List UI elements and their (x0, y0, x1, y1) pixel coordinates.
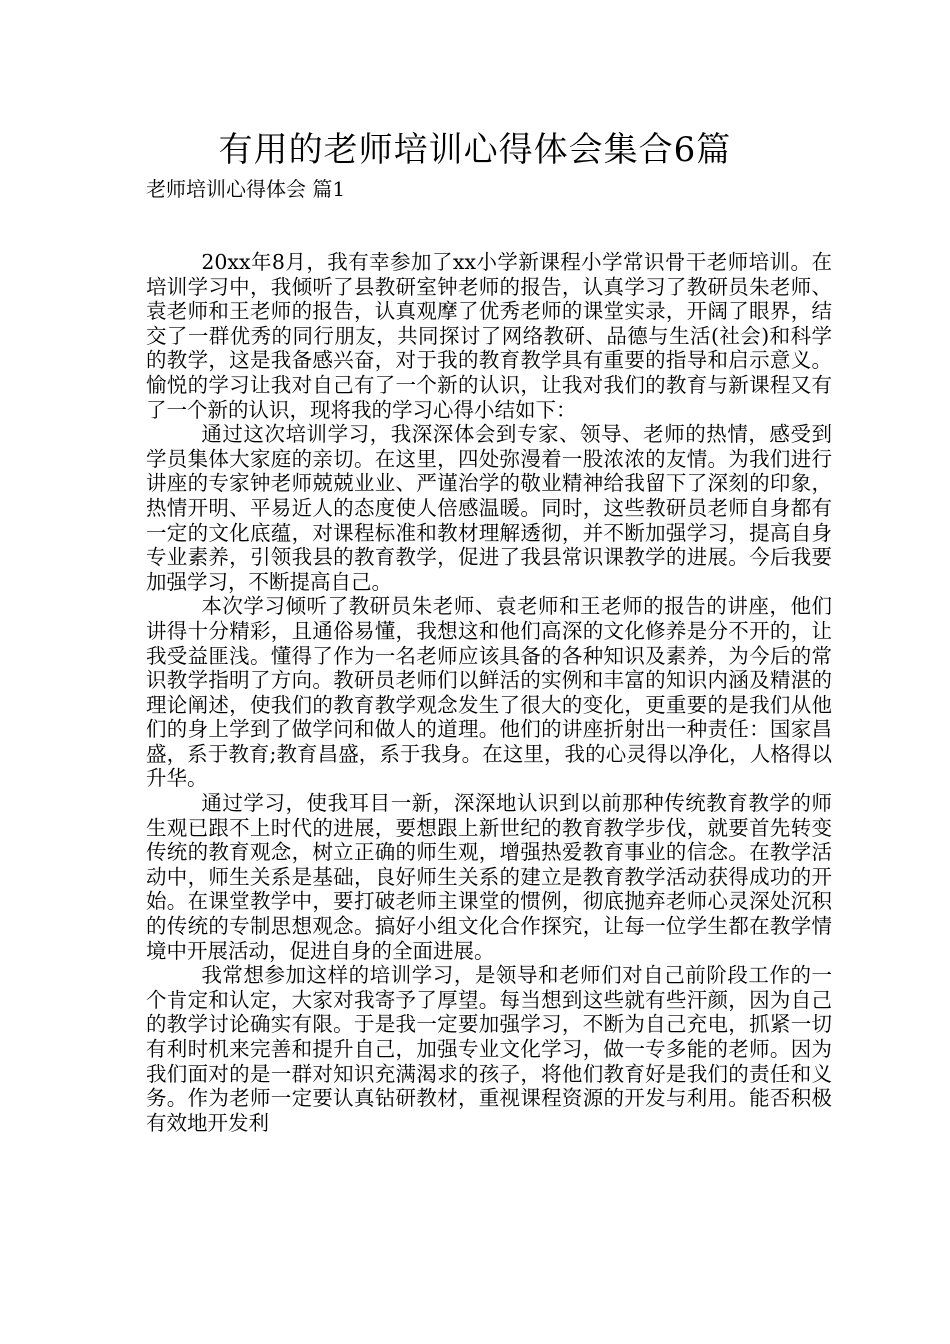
paragraph: 20xx年8月，我有幸参加了xx小学新课程小学常识骨干老师培训。在培训学习中，我倾听了县教研室钟老师的报告，认真学习了教研员朱老师、袁老师和王老师的报告，认真观摩了优秀老师的课堂实录，开阔了眼界，结交了一群优秀的同行朋友，共同探讨了网络教研、品德与生活(社会)和科学的教学，这是我备感兴奋，对于我的教育教学具有重要的指导和启示意义。愉悦的学习让我对自己有了一个新的认识，让我对我们的教育与新课程又有了一个新的认识，现将我的学习心得小结如下： (146, 250, 832, 422)
section-heading: 老师培训心得体会 篇1 (146, 177, 346, 201)
document-body (146, 250, 832, 1135)
paragraph: 通过学习，使我耳目一新，深深地认识到以前那种传统教育教学的师生观已跟不上时代的进展，要想跟上新世纪的教育教学步伐，就要首先转变传统的教育观念，树立正确的师生观，增强热爱教育事业的信念。在教学活动中，师生关系是基础，良好师生关系的建立是教育教学活动获得成功的开始。在课堂教学中，要打破老师主课堂的惯例，彻底抛弃老师心灵深处沉积的传统的专制思想观念。搞好小组文化合作探究，让每一位学生都在教学情境中开展活动，促进自身的全面进展。 (146, 791, 832, 963)
paragraph: 我常想参加这样的培训学习，是领导和老师们对自己前阶段工作的一个肯定和认定，大家对我寄予了厚望。每当想到这些就有些汗颜，因为自己的教学讨论确实有限。于是我一定要加强学习，不断为自己充电，抓紧一切有利时机来完善和提升自己，加强专业文化学习，做一专多能的老师。因为我们面对的是一群对知识充满渴求的孩子，将他们教育好是我们的责任和义务。作为老师一定要认真钻研教材，重视课程资源的开发与利用。能否积极有效地开发利 (146, 963, 832, 1135)
document-title: 有用的老师培训心得体会集合6篇 (218, 130, 732, 170)
paragraph: 本次学习倾听了教研员朱老师、袁老师和王老师的报告的讲座，他们讲得十分精彩，且通俗易懂，我想这和他们高深的文化修养是分不开的，让我受益匪浅。懂得了作为一名老师应该具备的各种知识及素养，为今后的常识教学指明了方向。教研员老师们以鲜活的实例和丰富的知识内涵及精湛的理论阐述，使我们的教育教学观念发生了很大的变化，更重要的是我们从他们的身上学到了做学问和做人的道理。他们的讲座折射出一种责任：国家昌盛，系于教育;教育昌盛，系于我身。在这里，我的心灵得以净化，人格得以升华。 (146, 594, 832, 791)
paragraph: 通过这次培训学习，我深深体会到专家、领导、老师的热情，感受到学员集体大家庭的亲切。在这里，四处弥漫着一股浓浓的友情。为我们进行讲座的专家钟老师兢兢业业、严谨治学的敬业精神给我留下了深刻的印象，热情开明、平易近人的态度使人倍感温暖。同时，这些教研员老师自身都有一定的文化底蕴，对课程标准和教材理解透彻，并不断加强学习，提高自身专业素养，引领我县的教育教学，促进了我县常识课教学的进展。今后我要加强学习，不断提高自己。 (146, 422, 832, 594)
